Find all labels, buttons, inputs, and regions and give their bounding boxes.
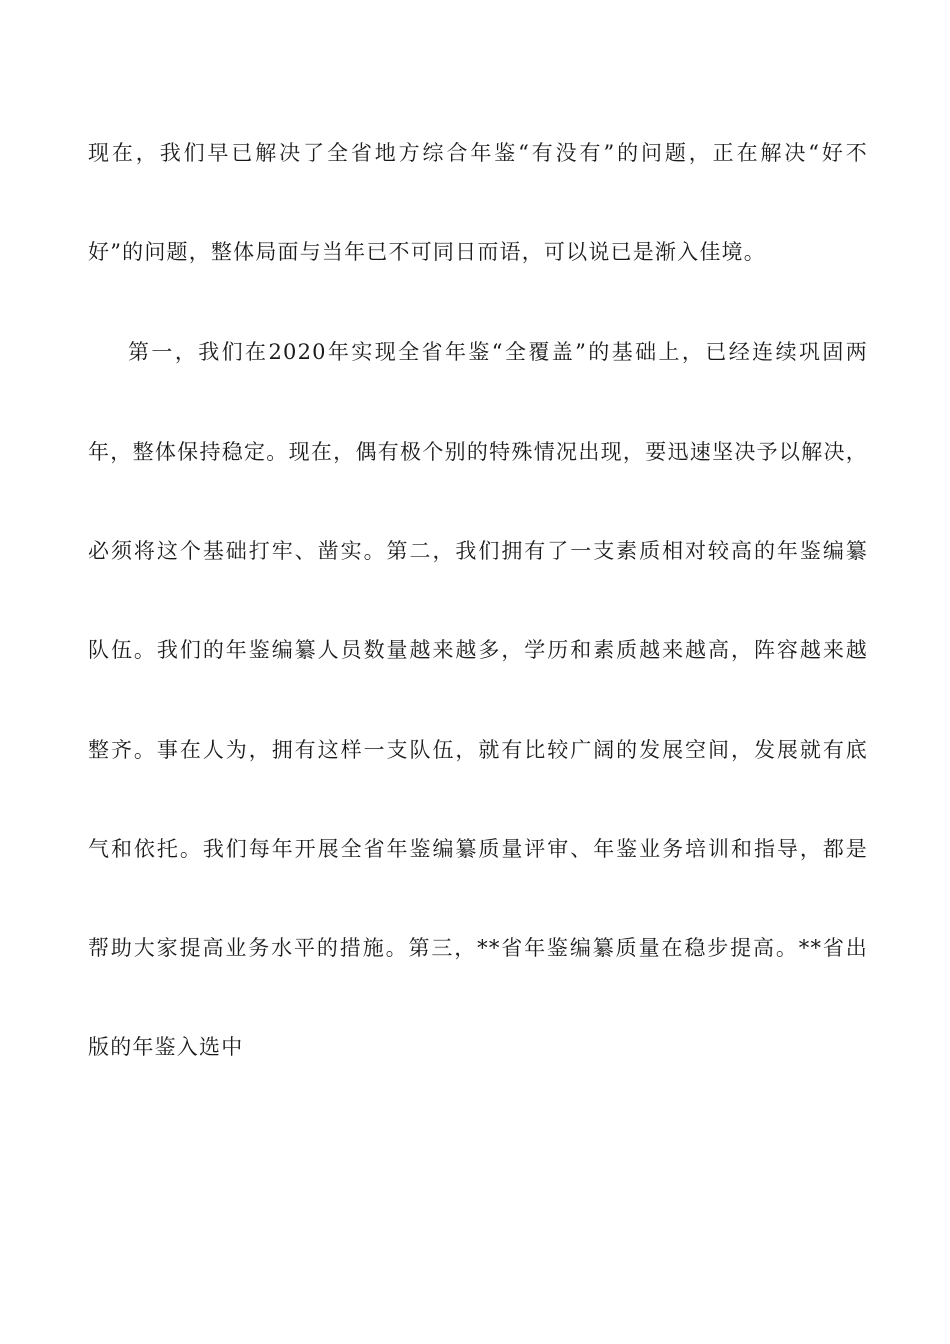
paragraph-line-indented: 第一，我们在2020年实现全省年鉴“全覆盖”的基础上，已经连续巩固两 [128, 340, 868, 364]
paragraph-line-last: 版的年鉴入选中 [88, 1035, 244, 1059]
paragraph-line: 年，整体保持稳定。现在，偶有极个别的特殊情况出现，要迅速坚决予以解决， [88, 440, 868, 464]
paragraph-line: 必须将这个基础打牢、凿实。第二，我们拥有了一支素质相对较高的年鉴编纂 [88, 539, 868, 563]
paragraph-line: 队伍。我们的年鉴编纂人员数量越来越多，学历和素质越来越高，阵容越来越 [88, 638, 868, 662]
paragraph-line: 整齐。事在人为，拥有这样一支队伍，就有比较广阔的发展空间，发展就有底 [88, 738, 868, 762]
paragraph-line: 气和依托。我们每年开展全省年鉴编纂质量评审、年鉴业务培训和指导，都是 [88, 837, 868, 861]
paragraph-line: 好”的问题，整体局面与当年已不可同日而语，可以说已是渐入佳境。 [88, 240, 766, 264]
paragraph-line: 现在，我们早已解决了全省地方综合年鉴“有没有”的问题，正在解决“好不 [88, 141, 868, 165]
paragraph-line: 帮助大家提高业务水平的措施。第三，**省年鉴编纂质量在稳步提高。**省出 [88, 936, 868, 960]
